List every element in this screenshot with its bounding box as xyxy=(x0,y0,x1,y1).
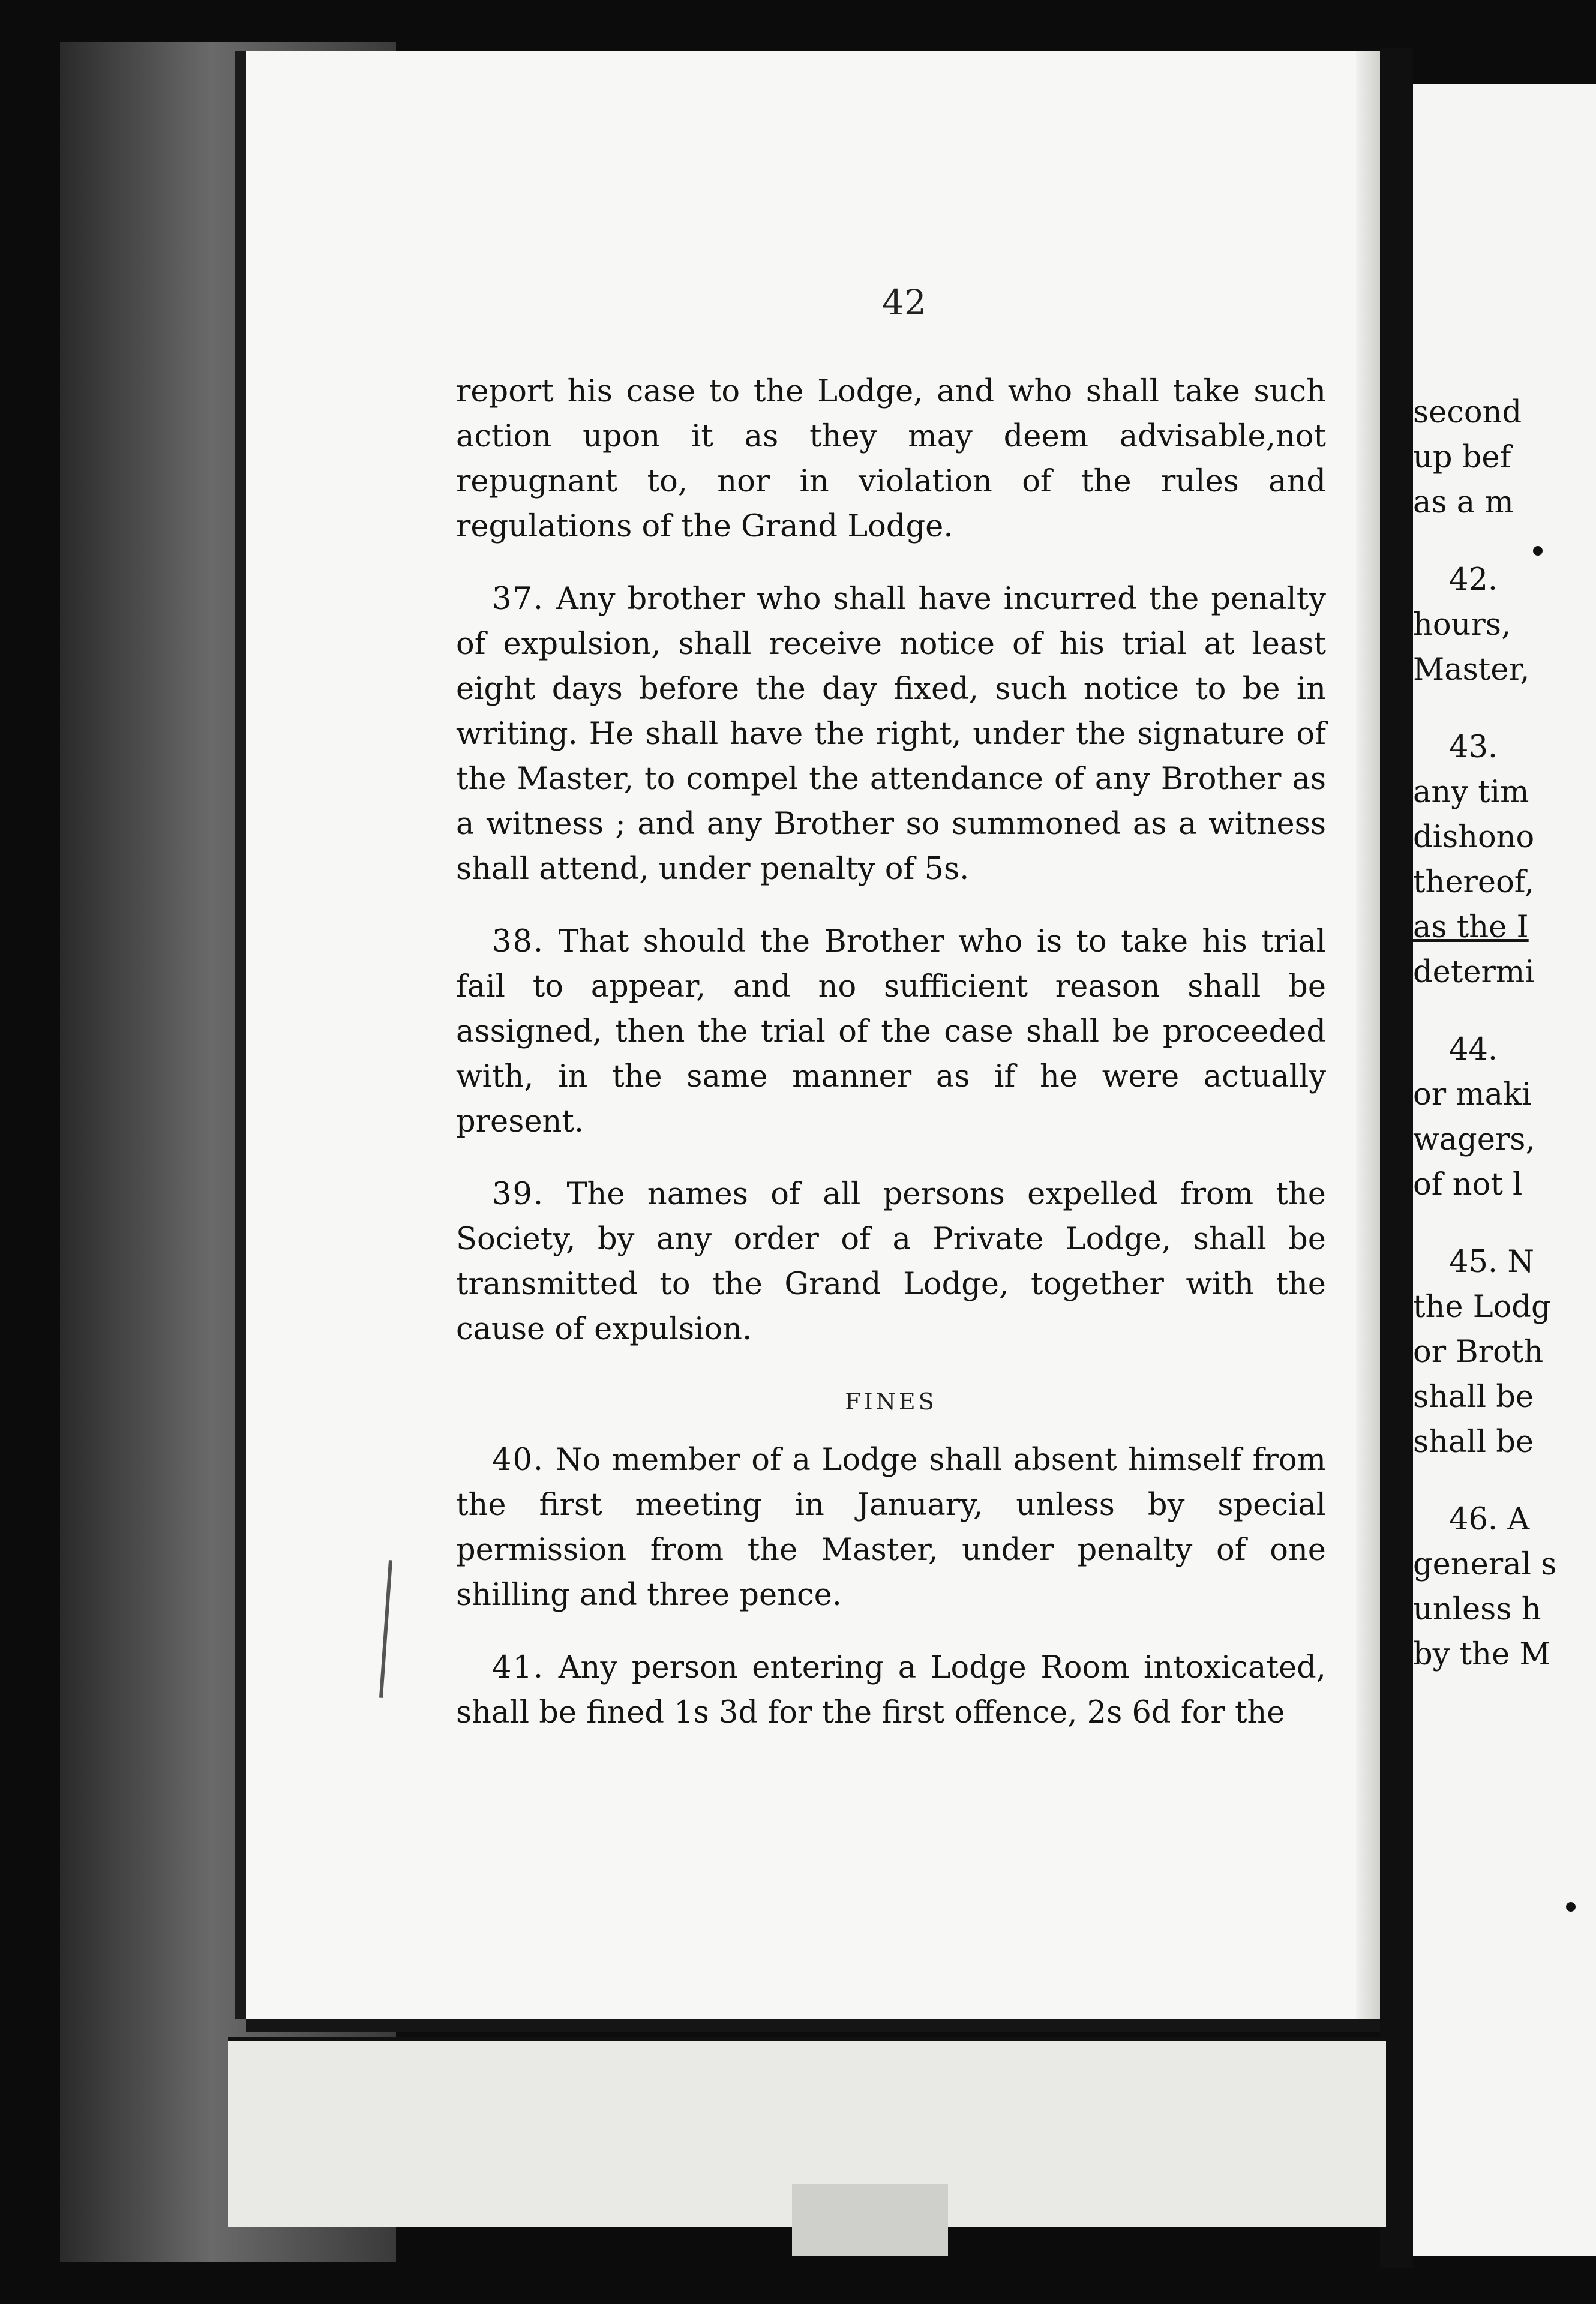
rule-number: 38. xyxy=(492,924,545,959)
print-dot-mark xyxy=(1533,546,1543,556)
page-number: 42 xyxy=(882,282,926,323)
rule-text: That should the Brother who is to take his trial fail to appear, and no sufficient reason shall be assigned, then the trial of the case shall be proceeded with, in the same manner as if he were actually present. xyxy=(456,924,1326,1139)
right-fragment-5: 45. N the Lodg or Broth shall be shall be xyxy=(1413,1244,1551,1460)
rule-41 xyxy=(456,1645,1326,1735)
left-page-text xyxy=(456,369,1326,1763)
rule-39 xyxy=(456,1172,1326,1352)
page-fold-shading xyxy=(1356,51,1380,2019)
continuation-paragraph: report his case to the Lodge, and who shall take such action upon it as they may deem advisable,not repugnant to, nor in violation of the rules and regulations of the Grand Lodge. xyxy=(456,374,1326,544)
rule-37 xyxy=(456,577,1326,892)
rule-text: Any person entering a Lodge Room intoxicated, shall be fined 1s 3d for the first offence, 2s 6d for the xyxy=(456,1650,1326,1730)
rule-text: The names of all persons expelled from the Society, by any order of a Private Lodge, shall be transmitted to the Grand Lodge, together with the cause of expulsion. xyxy=(456,1177,1326,1347)
right-fragment-3: 43. any tim dishono thereof, as the I determi xyxy=(1413,730,1535,990)
book-gutter xyxy=(1380,48,1413,2268)
rule-text: Any brother who shall have incurred the penalty of expulsion, shall receive notice of his trial at least eight days before the day fixed, such notice to be in writing. He shall have the right, under the signature of the Master, to compel the attendance of any Brother as a witness ; and any Brother so summoned as a witness shall attend, under penalty of 5s. xyxy=(456,581,1326,887)
rule-number: 41. xyxy=(492,1650,545,1685)
binding-damage-mark xyxy=(792,2184,948,2256)
rule-number: 39. xyxy=(492,1177,545,1212)
rule-40 xyxy=(456,1438,1326,1618)
right-page xyxy=(1413,84,1596,2256)
rule-38 xyxy=(456,919,1326,1144)
rule-number: 37. xyxy=(492,581,545,617)
right-fragment-6: 46. A general s unless h by the M xyxy=(1413,1502,1557,1672)
right-page-text xyxy=(1413,390,1596,1709)
section-heading-fines: FINES xyxy=(845,1388,937,1415)
right-fragment-2: 42. hours, Master, xyxy=(1413,562,1530,688)
right-fragment-4: 44. or maki wagers, of not l xyxy=(1413,1032,1535,1202)
right-fragment-1: second up bef as a m xyxy=(1413,395,1522,520)
rule-text: No member of a Lodge shall absent himself from the first meeting in January, unless by special permission from the Master, under penalty of one shilling and three pence. xyxy=(456,1442,1326,1613)
rule-number: 40. xyxy=(492,1442,545,1478)
print-dot-mark xyxy=(1566,1902,1576,1912)
